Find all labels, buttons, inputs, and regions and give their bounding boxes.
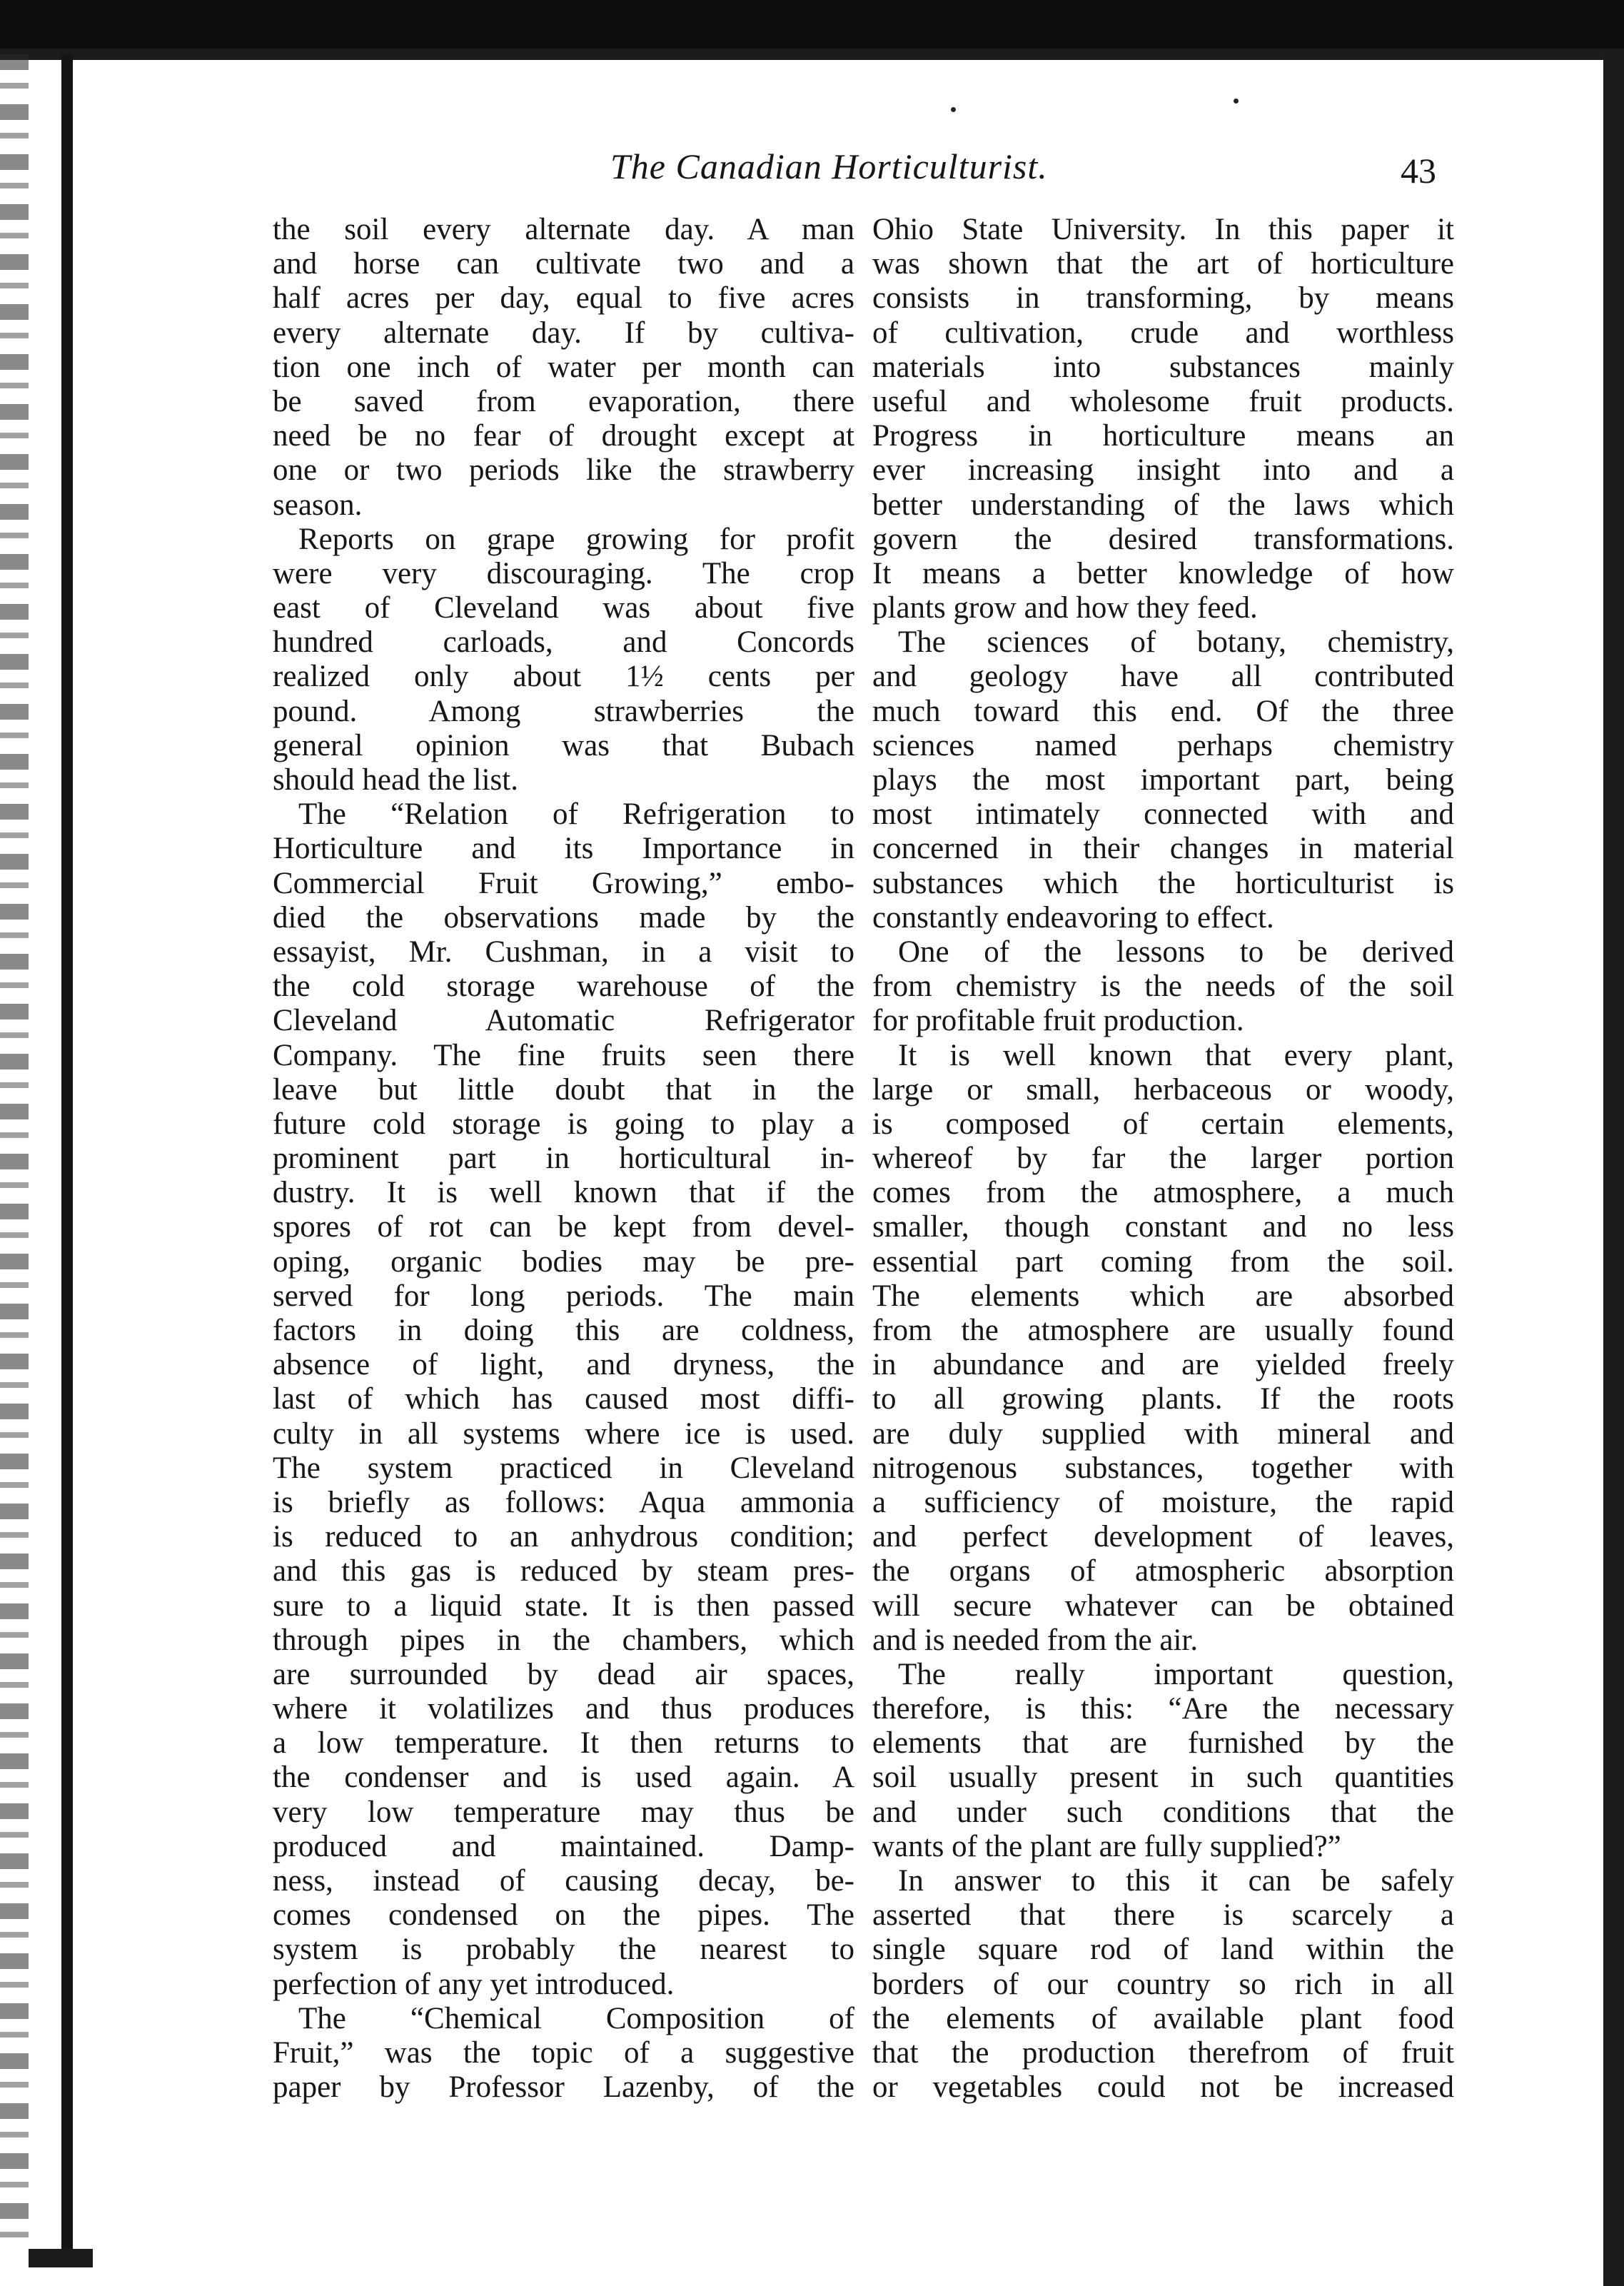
text-line: The elements which are absorbed	[872, 1279, 1454, 1313]
text-line: and geology have all contributed	[872, 660, 1454, 694]
text-line: perfection of any yet introduced.	[273, 1967, 675, 2001]
text-line: constantly endeavoring to effect.	[872, 900, 1274, 935]
text-line: smaller, though constant and no less	[872, 1210, 1454, 1244]
text-line: comes condensed on the pipes. The	[273, 1898, 854, 1933]
text-line: govern the desired transformations.	[872, 522, 1454, 556]
text-line: last of which has caused most diffi-	[273, 1382, 854, 1416]
page-number: 43	[1401, 151, 1436, 191]
text-line: to all growing plants. If the roots	[872, 1382, 1454, 1416]
text-line: The sciences of botany, chemistry,	[898, 625, 1454, 660]
text-line: through pipes in the chambers, which	[273, 1623, 854, 1657]
text-line: elements that are furnished by the	[872, 1726, 1454, 1761]
scan-border-left	[61, 54, 73, 2253]
scan-border-top-shadow	[0, 49, 1624, 60]
text-line: the cold storage warehouse of the	[273, 970, 854, 1004]
text-line: The “Relation of Refrigeration to	[298, 797, 854, 832]
text-line: Cleveland Automatic Refrigerator	[273, 1004, 854, 1038]
text-line: and perfect development of leaves,	[872, 1520, 1454, 1554]
text-line: plants grow and how they feed.	[872, 591, 1258, 625]
text-line: and this gas is reduced by steam pres-	[273, 1554, 854, 1588]
text-line: served for long periods. The main	[273, 1279, 854, 1313]
text-line: system is probably the nearest to	[273, 1933, 854, 1967]
text-line: is reduced to an anhydrous condition;	[273, 1520, 854, 1554]
text-line: sciences named perhaps chemistry	[872, 728, 1454, 762]
text-line: that the production therefrom of fruit	[872, 2035, 1454, 2070]
text-line: useful and wholesome fruit products.	[872, 384, 1454, 418]
text-line: very low temperature may thus be	[273, 1795, 854, 1829]
text-line: The system practiced in Cleveland	[273, 1451, 854, 1485]
text-line: borders of our country so rich in all	[872, 1967, 1454, 2001]
text-line: season.	[273, 488, 363, 522]
text-line: It means a better knowledge of how	[872, 556, 1454, 590]
text-line: large or small, herbaceous or woody,	[872, 1072, 1454, 1107]
text-line: absence of light, and dryness, the	[273, 1348, 854, 1382]
text-line: It is well known that every plant,	[898, 1038, 1454, 1072]
text-line: soil usually present in such quantities	[872, 1761, 1454, 1795]
text-line: of cultivation, crude and worthless	[872, 316, 1454, 350]
text-line: ever increasing insight into and a	[872, 453, 1454, 488]
text-line: Horticulture and its Importance in	[273, 832, 854, 866]
right-column	[872, 213, 1454, 2105]
text-line: substances which the horticulturist is	[872, 866, 1454, 900]
text-line: the elements of available plant food	[872, 2001, 1454, 2035]
text-line: Ohio State University. In this paper it	[872, 213, 1454, 246]
text-line: most intimately connected with and	[872, 797, 1454, 832]
text-line: is composed of certain elements,	[872, 1107, 1454, 1141]
text-line: a low temperature. It then returns to	[273, 1726, 854, 1761]
text-line: in abundance and are yielded freely	[872, 1348, 1454, 1382]
text-line: Company. The fine fruits seen there	[273, 1038, 854, 1072]
scan-speck	[1234, 99, 1239, 104]
text-line: concerned in their changes in material	[872, 832, 1454, 866]
text-line: wants of the plant are fully supplied?”	[872, 1829, 1341, 1863]
text-line: ness, instead of causing decay, be-	[273, 1864, 854, 1898]
text-line: are duly supplied with mineral and	[872, 1416, 1454, 1451]
text-line: pound. Among strawberries the	[273, 694, 854, 728]
text-line: consists in transforming, by means	[872, 281, 1454, 316]
text-line: paper by Professor Lazenby, of the	[273, 2070, 854, 2105]
text-line: realized only about 1½ cents per	[273, 660, 854, 694]
text-line: the soil every alternate day. A man	[273, 213, 854, 246]
text-line: where it volatilizes and thus produces	[273, 1692, 854, 1726]
text-line: every alternate day. If by cultiva-	[273, 316, 854, 350]
text-line: dustry. It is well known that if the	[273, 1176, 854, 1210]
text-line: or vegetables could not be increased	[872, 2070, 1454, 2105]
text-line: single square rod of land within the	[872, 1933, 1454, 1967]
text-line: should head the list.	[273, 763, 518, 797]
text-line: factors in doing this are coldness,	[273, 1314, 854, 1347]
text-line: Reports on grape growing for profit	[298, 522, 854, 556]
text-line: tion one inch of water per month can	[273, 350, 854, 384]
text-line: are surrounded by dead air spaces,	[273, 1657, 854, 1691]
text-line: died the observations made by the	[273, 900, 854, 935]
text-line: leave but little doubt that in the	[273, 1072, 854, 1107]
scan-speck	[951, 107, 956, 112]
text-line: be saved from evaporation, there	[273, 384, 854, 418]
text-line: Fruit,” was the topic of a suggestive	[273, 2035, 854, 2070]
text-line: essential part coming from the soil.	[872, 1244, 1454, 1279]
scan-border-corner	[29, 2249, 93, 2267]
scan-border-top	[0, 0, 1624, 49]
text-line: whereof by far the larger portion	[872, 1142, 1454, 1176]
text-line: much toward this end. Of the three	[872, 694, 1454, 728]
text-line: Commercial Fruit Growing,” embo-	[273, 866, 854, 900]
text-line: nitrogenous substances, together with	[872, 1451, 1454, 1485]
text-line: sure to a liquid state. It is then passed	[273, 1588, 854, 1623]
text-line: comes from the atmosphere, a much	[872, 1176, 1454, 1210]
text-line: from the atmosphere are usually found	[872, 1314, 1454, 1347]
text-line: In answer to this it can be safely	[898, 1864, 1454, 1898]
text-line: The really important question,	[898, 1657, 1454, 1691]
text-line: prominent part in horticultural in-	[273, 1142, 854, 1176]
text-line: general opinion was that Bubach	[273, 728, 854, 762]
text-line: will secure whatever can be obtained	[872, 1588, 1454, 1623]
text-line: better understanding of the laws which	[872, 488, 1454, 522]
text-line: from chemistry is the needs of the soil	[872, 970, 1454, 1004]
text-line: future cold storage is going to play a	[273, 1107, 854, 1141]
binding-shadow	[0, 54, 29, 2253]
text-line: for profitable fruit production.	[872, 1004, 1244, 1038]
text-line: spores of rot can be kept from devel-	[273, 1210, 854, 1244]
text-line: one or two periods like the strawberry	[273, 453, 854, 488]
left-column	[273, 213, 854, 2105]
text-line: half acres per day, equal to five acres	[273, 281, 854, 316]
text-line: One of the lessons to be derived	[898, 935, 1454, 969]
text-line: a sufficiency of moisture, the rapid	[872, 1485, 1454, 1519]
text-line: is briefly as follows: Aqua ammonia	[273, 1485, 854, 1519]
running-head: The Canadian Horticulturist.	[610, 146, 1048, 186]
text-line: therefore, is this: “Are the necessary	[872, 1692, 1454, 1726]
text-line: the organs of atmospheric absorption	[872, 1554, 1454, 1588]
text-line: materials into substances mainly	[872, 350, 1454, 384]
text-line: hundred carloads, and Concords	[273, 625, 854, 660]
text-line: The “Chemical Composition of	[298, 2001, 854, 2035]
text-line: oping, organic bodies may be pre-	[273, 1244, 854, 1279]
scan-border-right	[1603, 54, 1624, 2286]
text-line: Progress in horticulture means an	[872, 419, 1454, 453]
text-line: essayist, Mr. Cushman, in a visit to	[273, 935, 854, 969]
text-line: culty in all systems where ice is used.	[273, 1416, 854, 1451]
text-line: east of Cleveland was about five	[273, 591, 854, 625]
text-line: was shown that the art of horticulture	[872, 247, 1454, 281]
text-line: produced and maintained. Damp-	[273, 1829, 854, 1863]
text-line: were very discouraging. The crop	[273, 556, 854, 590]
text-line: asserted that there is scarcely a	[872, 1898, 1454, 1933]
text-line: and is needed from the air.	[872, 1623, 1199, 1657]
text-line: need be no fear of drought except at	[273, 419, 854, 453]
text-line: the condenser and is used again. A	[273, 1761, 854, 1795]
text-line: and horse can cultivate two and a	[273, 247, 854, 281]
text-line: plays the most important part, being	[872, 763, 1454, 797]
text-line: and under such conditions that the	[872, 1795, 1454, 1829]
